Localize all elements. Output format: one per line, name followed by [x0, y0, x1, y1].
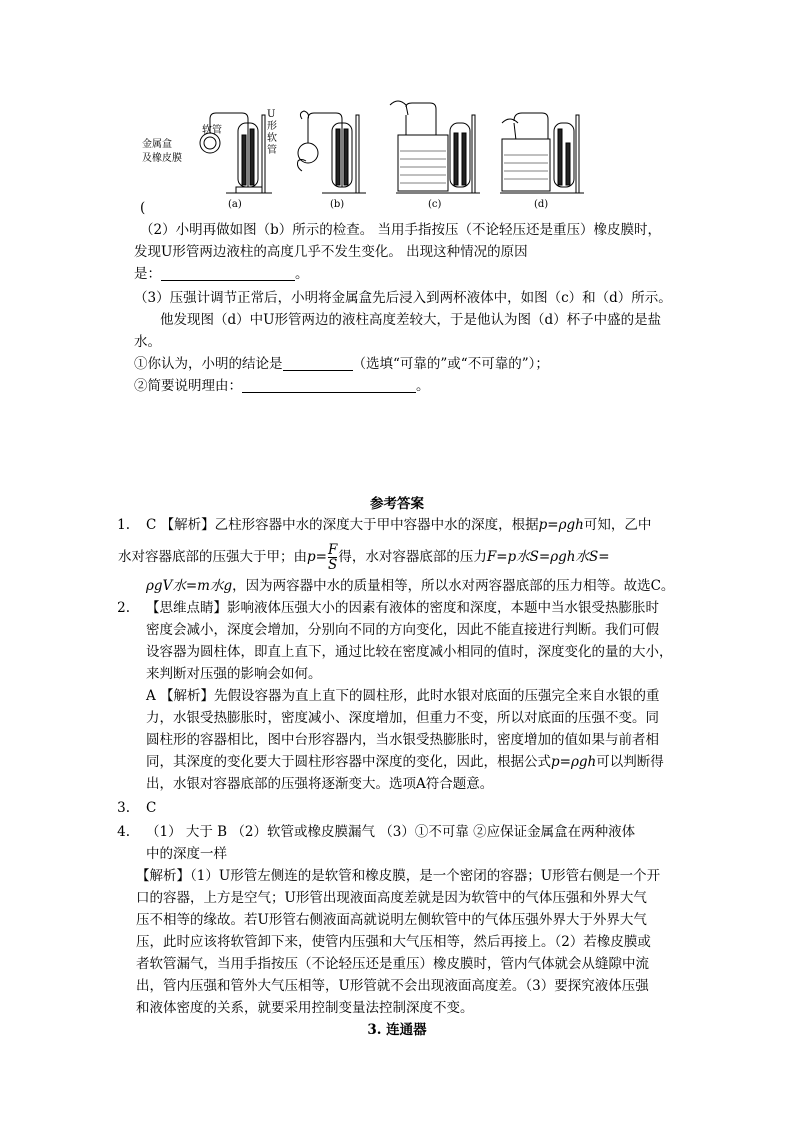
- answer-1-text-3b: ，因为两容器中水的质量相等，所以水对两容器底部的压力相等。故选C。: [232, 578, 675, 594]
- answer-2-line-5: A 【解析】先假设容器为直上直下的圆柱形，此时水银对底面的压强完全来自水银的重: [146, 688, 660, 704]
- answer-2-text-8-suffix: 可以判断得: [596, 754, 664, 770]
- answer-1-text-1b: 可知，乙中: [583, 517, 652, 533]
- apparatus-c: [390, 101, 480, 193]
- answer-2-line-1: 【思维点睛】影响液体压强大小的因素有液体的密度和深度，本题中当水银受热膨胀时: [146, 600, 659, 616]
- q3-line-2: 他发现图（d）中U形管两边的液柱高度差较大，于是他认为图（d）杯子中盛的是盐: [160, 312, 662, 328]
- answer-4-analysis-5: 者软管漏气，当用手指按压（不论轻压还是重压）橡皮膜时，管内气体就会从缝隙中流: [136, 956, 649, 972]
- label-u-tube: U形软管: [267, 109, 277, 156]
- answer-4-analysis-1: 【解析】（1）U形管左侧连的是软管和橡皮膜，是一个密闭的容器；U形管右侧是一个开: [136, 868, 661, 884]
- section-title: 3. 连通器: [367, 1022, 427, 1038]
- fraction-f-over-s: [328, 543, 337, 572]
- q3-line-1: （3）压强计调节正常后，小明将金属盒先后浸入到两杯液体中，如图（c）和（d）所示。: [134, 290, 672, 306]
- q3-sub-2: [134, 376, 430, 396]
- label-soft-tube: 软管: [202, 125, 222, 136]
- answer-1-line-2: [118, 540, 610, 574]
- q2-answer-blank[interactable]: [161, 266, 295, 281]
- answer-2-line-8: [146, 752, 664, 772]
- formula-p-rho-g-h: p=ρgh: [538, 517, 584, 533]
- answer-2-line-9: 出，水银对容器底部的压强将逐渐变大。选项A符合题意。: [146, 776, 494, 792]
- figure-label-b: (b): [330, 199, 345, 210]
- answer-4-line-2: 中的深度一样: [146, 846, 227, 862]
- formula-force: F=p水S=ρgh水S=: [486, 549, 610, 565]
- figure-label-a: (a): [228, 199, 242, 210]
- q3-sub-2-prefix: ②简要说明理由：: [134, 378, 242, 394]
- answer-1-line-3: [146, 576, 674, 596]
- figure-drawing: [130, 95, 590, 215]
- fraction-denominator: S: [328, 557, 338, 573]
- formula-p-eq: p=: [307, 549, 327, 565]
- formula-inline: p=ρgh: [551, 754, 597, 770]
- answer-1-text-2b: 得，水对容器底部的压力: [338, 549, 487, 565]
- answer-1-text-1a: C 【解析】乙柱形容器中水的深度大于甲中容器中水的深度，根据: [146, 517, 539, 533]
- answer-1-text-2a: 水对容器底部的压强大于甲；由: [118, 549, 307, 565]
- answer-4-num: 4.: [117, 824, 130, 840]
- label-rubber-film: 及橡皮膜: [142, 153, 182, 164]
- answer-4-analysis-4: 压，此时应该将软管卸下来，使管内压强和大气压相等，然后再接上。（2）若橡皮膜或: [136, 934, 651, 950]
- q3-sub-2-blank[interactable]: [242, 378, 416, 393]
- stray-paren: (: [140, 200, 146, 216]
- q3-sub-1-blank[interactable]: [283, 356, 353, 371]
- figure-label-d: (d): [534, 199, 549, 210]
- q2-line-3-prefix: 是：: [134, 266, 161, 282]
- answer-2-text-8: 同，其深度的变化要大于圆柱形容器中深度的变化，因此，根据公式: [146, 754, 551, 770]
- q2-line-3-suffix: 。: [295, 266, 309, 282]
- q2-line-1: （2）小明再做如图（b）所示的检查。 当用手指按压（不论轻压还是重压）橡皮膜时，: [140, 222, 662, 238]
- answer-1-num: 1.: [117, 517, 130, 533]
- q3-line-3: 水。: [134, 334, 161, 350]
- figure-label-c: (c): [428, 199, 442, 210]
- answer-4-analysis-7: 和液体密度的关系，就要采用控制变量法控制深度不变。: [136, 1000, 474, 1016]
- q3-sub-2-suffix: 。: [416, 378, 430, 394]
- answer-2-line-6: 力，水银受热膨胀时，密度减小、深度增加，但重力不变，所以对底面的压强不变。同: [146, 710, 659, 726]
- answer-3-text: C: [146, 800, 157, 816]
- answer-4-analysis-3: 压不相等的缘故。若U形管右侧液面高就说明左侧软管中的气体压强外界大于外界大气: [136, 912, 647, 928]
- answer-4-line-1: （1） 大于 B （2）软管或橡皮膜漏气 （3）①不可靠 ②应保证金属盒在两种液体: [146, 824, 636, 840]
- q2-line-3: [134, 264, 309, 284]
- formula-mass: ρgV水=m水g: [146, 578, 233, 594]
- q3-sub-1-prefix: ①你认为，小明的结论是: [134, 356, 283, 372]
- fraction-numerator: F: [327, 542, 338, 558]
- answer-2-num: 2.: [117, 600, 130, 616]
- answer-4-analysis-2: 口的容器，上方是空气；U形管出现液面高度差就是因为软管中的气体压强和外界大气: [136, 890, 647, 906]
- answer-4-analysis-6: 出，管内压强和管外大气压相等，U形管就不会出现液面高度差。（3）要探究液体压强: [136, 978, 649, 994]
- apparatus-d: [500, 113, 584, 193]
- pressure-gauge-figure: [130, 95, 590, 215]
- answer-2-line-4: 来判断对压强的影响会如何。: [146, 666, 322, 682]
- answer-2-line-3: 设容器为圆柱体，即直上直下，通过比较在密度减小相同的值时，深度变化的量的大小，: [146, 644, 673, 660]
- apparatus-b: [298, 111, 367, 193]
- answer-2-line-7: 圆柱形的容器相比，图中台形容器内，当水银受热膨胀时，密度增加的值如果与前者相: [146, 732, 659, 748]
- q3-sub-1: [134, 354, 549, 374]
- answer-1-line-1: [146, 515, 651, 535]
- q3-sub-1-suffix: （选填“可靠的”或“不可靠的”）；: [352, 356, 549, 372]
- answers-heading: 参考答案: [370, 496, 424, 512]
- answer-2-line-2: 密度会减小，深度会增加，分别向不同的方向变化，因此不能直接进行判断。我们可假: [146, 622, 659, 638]
- answer-3-num: 3.: [117, 800, 130, 816]
- q2-line-2: 发现U形管两边液柱的高度几乎不发生变化。 出现这种情况的原因: [134, 244, 528, 260]
- label-metal-box: 金属盒: [142, 139, 172, 150]
